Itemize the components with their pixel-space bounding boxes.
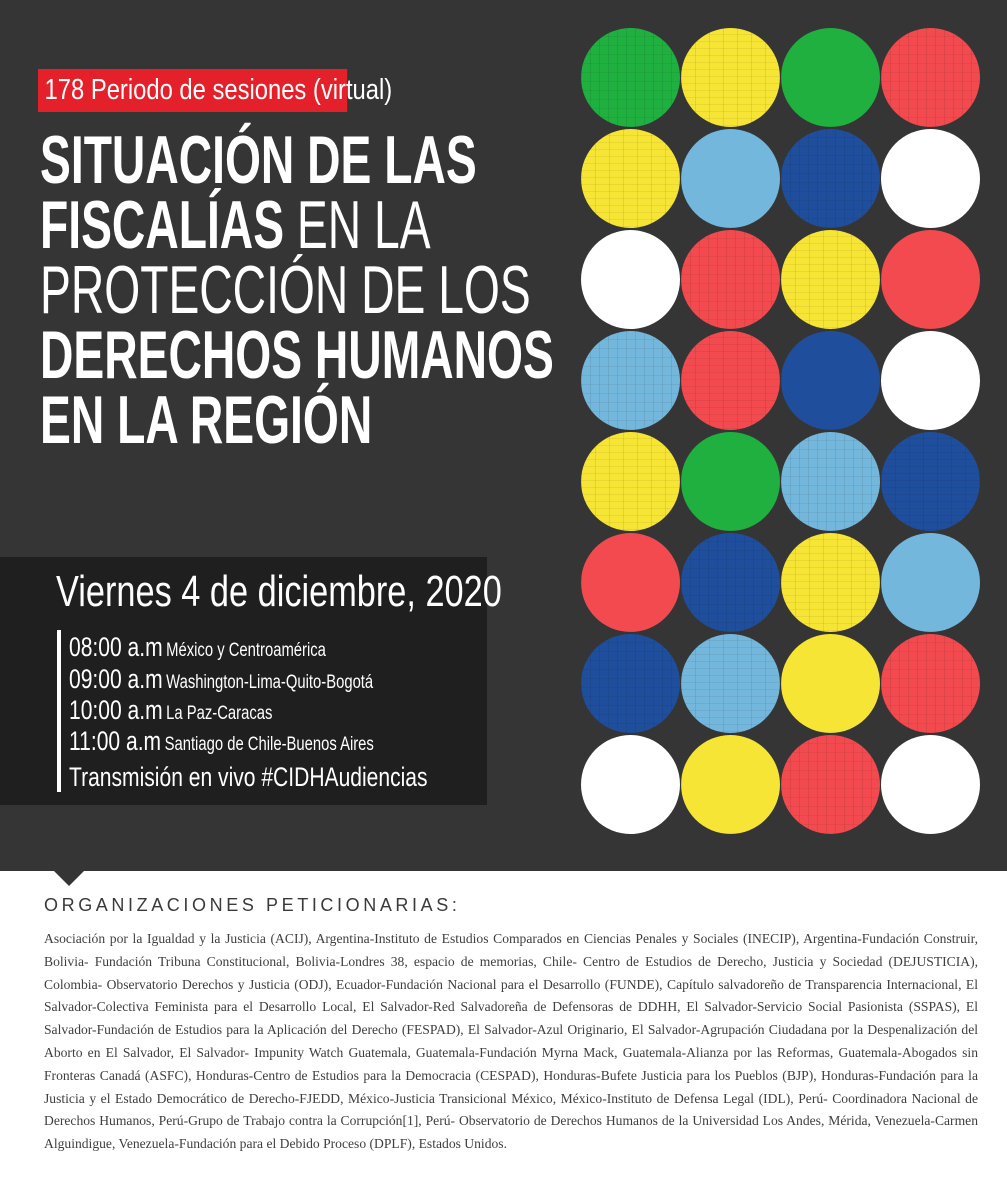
circle-green <box>581 28 680 127</box>
circle-dark-blue <box>681 533 780 632</box>
circle-light-blue <box>681 129 780 228</box>
title-line-2-light: EN LA <box>284 187 431 263</box>
circle-dark-blue <box>781 129 880 228</box>
circle-white <box>581 230 680 329</box>
circle-light-blue <box>681 634 780 733</box>
schedule-zone: La Paz-Caracas <box>166 703 273 724</box>
schedule-time: 10:00 a.m <box>69 695 163 725</box>
pointer-notch <box>54 871 84 886</box>
circle-dark-blue <box>881 432 980 531</box>
circle-yellow <box>581 432 680 531</box>
circle-red <box>881 634 980 733</box>
event-title <box>40 122 554 458</box>
live-stream-hashtag: Transmisión en vivo #CIDHAudiencias <box>69 762 428 792</box>
schedule-zone: México y Centroamérica <box>166 640 326 661</box>
schedule-time: 08:00 a.m <box>69 632 163 662</box>
schedule-row <box>69 632 326 663</box>
circle-green <box>781 28 880 127</box>
circle-dark-blue <box>581 634 680 733</box>
schedule-zone: Santiago de Chile-Buenos Aires <box>164 734 374 755</box>
circle-yellow <box>681 28 780 127</box>
title-line-2-bold: FISCALÍAS <box>40 187 285 263</box>
circle-red <box>881 230 980 329</box>
organizations-list: Asociación por la Igualdad y la Justicia (ACIJ), Argentina-Instituto de Estudios Comparados en Ciencias Penales y Sociales (INECIP), Argentina-Fundación Construir, Bolivia- Fundación Tribuna Constitucional, Bolivia-Londres 38, espacio de memorias, Chile- Centro de Estudios de Derecho, Justicia y Sociedad (DEJUSTICIA), Colombia- Observatorio Derechos y Justicia (ODJ), Ecuador-Fundación Nacional para el Desarrollo (FUNDE), Capítulo salvadoreño de Transparencia Internacional, El Salvador-Colectiva Feminista para el Desarrollo Local, El Salvador-Red Salvadoreña de Defensoras de DDHH, El Salvador-Servicio Social Pasionista (SSPAS), El Salvador-Fundación de Estudios para la Aplicación del Derecho (FESPAD), El Salvador-Azul Originario, El Salvador-Agrupación Ciudadana por la Despenalización del Aborto en El Salvador, El Salvador- Impunity Watch Guatemala, Guatemala-Fundación Myrna Mack, Guatemala-Alianza por las Reformas, Guatemala-Abogados sin Fronteras Canadá (ASFC), Honduras-Centro de Estudios para la Democracia (CESPAD), Honduras-Bufete Justicia para los Pueblos (BJP), Honduras-Fundación para la Justicia y el Estado Democrático de Derecho-FJEDD, México-Justicia Transicional México, México-Instituto de Defensa Legal (IDL), Perú- Coordinadora Nacional de Derechos Humanos, Perú-Grupo de Trabajo contra la Corrupción[1], Perú- Observatorio de Derechos Humanos de la Universidad Los Andes, Mérida, Venezuela-Carmen Alguindigue, Venezuela-Fundación para el Debido Proceso (DPLF), Estados Unidos. <box>44 931 978 1152</box>
circle-red <box>881 28 980 127</box>
title-line-5: EN LA REGIÓN <box>40 382 373 458</box>
circle-yellow <box>781 230 880 329</box>
circle-yellow <box>681 735 780 834</box>
schedule-divider <box>57 630 61 792</box>
schedule-row <box>69 664 373 695</box>
circle-red <box>781 735 880 834</box>
schedule-row <box>69 726 374 757</box>
circle-yellow <box>781 634 880 733</box>
organizations-heading: ORGANIZACIONES PETICIONARIAS: <box>44 895 461 915</box>
title-line-1: SITUACIÓN DE LAS <box>40 122 477 198</box>
event-date: Viernes 4 de diciembre, 2020 <box>56 567 502 616</box>
title-line-2 <box>40 187 554 263</box>
circle-red <box>581 533 680 632</box>
circle-white <box>881 129 980 228</box>
circle-collage <box>581 28 981 834</box>
circle-white <box>881 735 980 834</box>
circle-red <box>681 230 780 329</box>
circle-yellow <box>781 533 880 632</box>
circle-dark-blue <box>781 331 880 430</box>
schedule-zone: Washington-Lima-Quito-Bogotá <box>166 672 374 693</box>
circle-light-blue <box>581 331 680 430</box>
title-line-4: DERECHOS HUMANOS <box>40 317 554 393</box>
schedule-row <box>69 695 272 726</box>
circle-white <box>881 331 980 430</box>
schedule-time: 09:00 a.m <box>69 664 163 694</box>
circle-white <box>581 735 680 834</box>
circle-green <box>681 432 780 531</box>
circle-light-blue <box>781 432 880 531</box>
circle-light-blue <box>881 533 980 632</box>
circle-red <box>681 331 780 430</box>
circle-yellow <box>581 129 680 228</box>
session-tag: 178 Periodo de sesiones (virtual) <box>38 69 347 112</box>
title-line-3: PROTECCIÓN DE LOS <box>40 252 531 328</box>
schedule-time: 11:00 a.m <box>69 726 162 756</box>
